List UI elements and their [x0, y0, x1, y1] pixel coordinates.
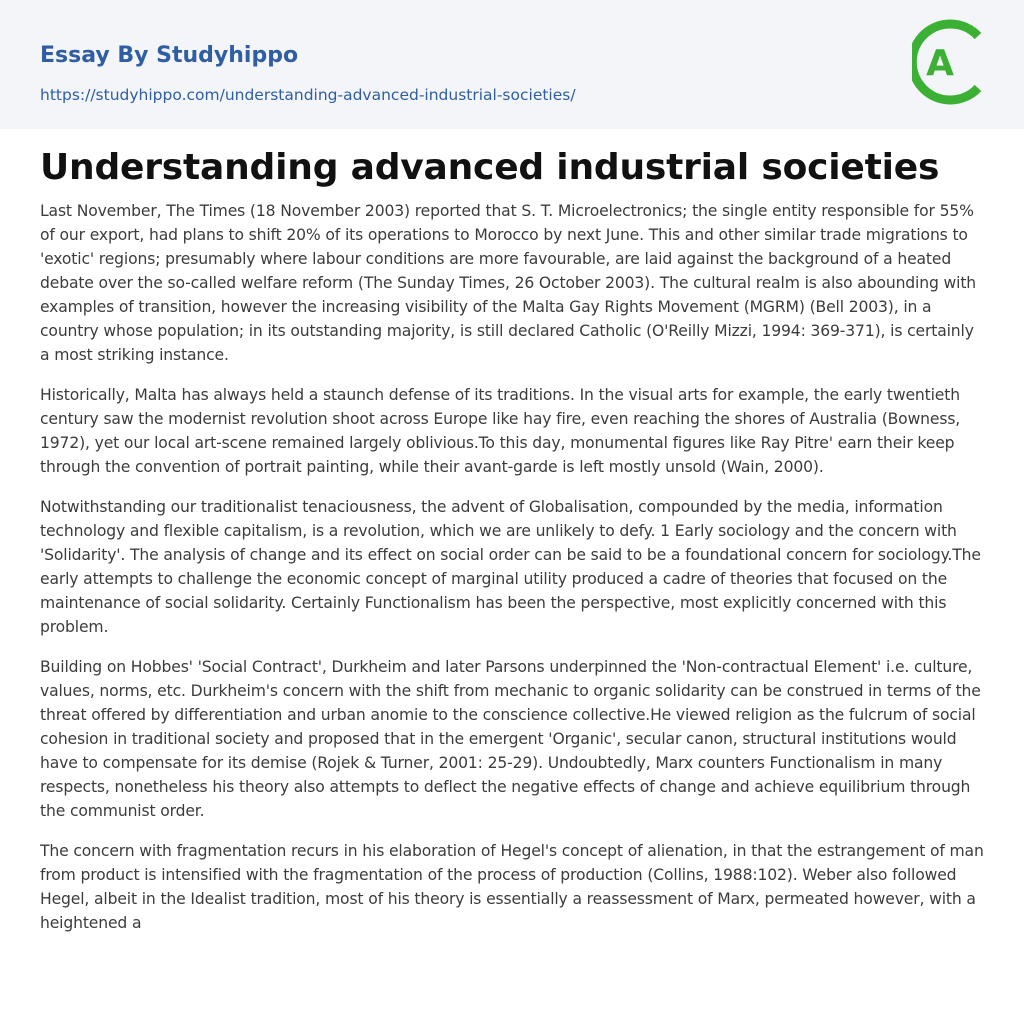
studyhippo-logo-icon — [912, 18, 988, 106]
essay-paragraph-5: The concern with fragmentation recurs in his elaboration of Hegel's concept of alienation, in that the estrangement of man from product is intensified with the fragmentation of the process of production (Collins, 1988:102). Weber also followed Hegel, albeit in the Idealist tradition, most of his theory is essentially a reassessment of Marx, permeated however, with a heightened a — [40, 842, 984, 932]
essay-title: Understanding advanced industrial societies — [40, 147, 940, 188]
logo-letter: A — [926, 43, 954, 84]
essay-paragraph-2: Historically, Malta has always held a staunch defense of its traditions. In the visual arts for example, the early twentieth century saw the modernist revolution shoot across Europe like hay fire, even reaching the shores of Australia (Bowness, 1972), yet our local art-scene remained largely oblivious.To this day, monumental figures like Ray Pitre' earn their keep through the convention of portrait painting, while their avant-garde is left mostly unsold (Wain, 2000). — [40, 386, 961, 476]
essay-paragraph-1: Last November, The Times (18 November 2003) reported that S. T. Microelectronics; the single entity responsible for 55% of our export, had plans to shift 20% of its operations to Morocco by next June. This and other similar trade migrations to 'exotic' regions; presumably where labour conditions are more favourable, are laid against the background of a heated debate over the so-called welfare reform (The Sunday Times, 26 October 2003). The cultural realm is also abounding with examples of transition, however the increasing visibility of the Malta Gay Rights Movement (MGRM) (Bell 2003), in a country whose population; in its outstanding majority, is still declared Catholic (O'Reilly Mizzi, 1994: 369-371), is certainly a most striking instance. — [40, 202, 977, 364]
essay-paragraph-3: Notwithstanding our traditionalist tenaciousness, the advent of Globalisation, compounded by the media, information technology and flexible capitalism, is a revolution, which we are unlikely to defy. 1 Early sociology and the concern with 'Solidarity'. The analysis of change and its effect on social order can be said to be a foundational concern for sociology.The early attempts to challenge the economic concept of marginal utility produced a cadre of theories that focused on the maintenance of social solidarity. Certainly Functionalism has been the perspective, most explicitly concerned with this problem. — [40, 498, 981, 636]
essay-article — [40, 140, 986, 951]
site-brand: Essay By Studyhippo — [40, 43, 299, 68]
essay-url-link[interactable]: https://studyhippo.com/understanding-advanced-industrial-societies/ — [40, 86, 576, 104]
site-header — [0, 0, 1024, 129]
essay-paragraph-4: Building on Hobbes' 'Social Contract', Durkheim and later Parsons underpinned the 'Non-contractual Element' i.e. culture, values, norms, etc. Durkheim's concern with the shift from mechanic to organic solidarity can be construed in terms of the threat offered by differentiation and urban anomie to the conscience collective.He viewed religion as the fulcrum of social cohesion in traditional society and proposed that in the emergent 'Organic', secular canon, structural institutions would have to compensate for its demise (Rojek & Turner, 2001: 25-29). Undoubtedly, Marx counters Functionalism in many respects, nonetheless his theory also attempts to deflect the negative effects of change and achieve equilibrium through the communist order. — [40, 658, 981, 820]
